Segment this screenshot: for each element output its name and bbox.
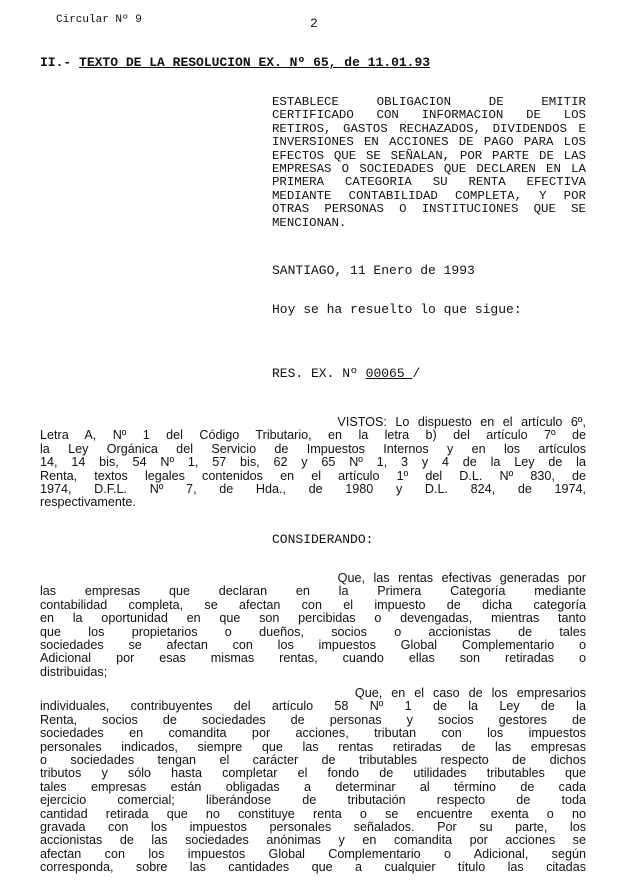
section-heading <box>40 55 430 70</box>
resolution-summary <box>272 96 586 230</box>
section-prefix: II.- <box>40 55 72 70</box>
paragraph-line: distribuidas; <box>40 664 108 679</box>
vistos-line: VISTOS: Lo dispuesto en el artículo 6º, <box>40 415 586 429</box>
summary-line: PRIMERA CATEGORIA SU RENTA EFECTIVA <box>272 175 586 190</box>
considering-paragraph-2 <box>40 687 586 875</box>
paragraph-line: individuales, contribuyentes del artículo 58 Nº 1 de la Ley de la <box>40 699 586 714</box>
considering-paragraph-1 <box>40 572 586 679</box>
summary-line: CERTIFICADO CON INFORMACION DE LOS <box>272 108 586 123</box>
paragraph-line: gravada con los impuestos personales señalados. Por su parte, los <box>40 820 586 835</box>
section-title: TEXTO DE LA RESOLUCION EX. Nº 65, de 11.01.93 <box>79 55 431 70</box>
paragraph-line: Adicional por esas mismas rentas, cuando ellas son retiradas o <box>40 651 586 666</box>
paragraph-line: tales empresas están obligadas a determinar al término de cada <box>40 779 586 794</box>
paragraph-line: sociedades se afectan con los impuestos Global Complementario o <box>40 638 586 653</box>
resolved-statement: Hoy se ha resuelto lo que sigue: <box>272 302 522 317</box>
paragraph-line: accionistas de las sociedades anónimas y en comandita por acciones se <box>40 833 586 848</box>
circular-label: Circular Nº 9 <box>56 14 142 26</box>
vistos-line: Renta, textos legales contenidos en el artículo 1º del D.L. Nº 830, de <box>40 468 586 483</box>
resolution-label: RES. EX. Nº <box>272 366 358 381</box>
paragraph-line: Que, las rentas efectivas generadas por <box>40 571 586 585</box>
paragraph-line: sociedades en comandita por acciones, tributan con los impuestos <box>40 726 586 741</box>
paragraph-line: que los propietarios o dueños, socios o accionistas de tales <box>40 624 586 639</box>
summary-line: EMPRESAS O SOCIEDADES QUE DECLAREN EN LA <box>272 162 586 177</box>
vistos-line: 1974, D.F.L. Nº 7, de Hda., de 1980 y D.L. 824, de 1974, <box>40 482 586 497</box>
resolution-number: 00065 <box>365 366 413 381</box>
considerando-heading: CONSIDERANDO: <box>272 532 374 547</box>
summary-line: MEDIANTE CONTABILIDAD COMPLETA, Y POR <box>272 188 586 203</box>
summary-line: INVERSIONES EN ACCIONES DE PAGO PARA LOS <box>272 135 586 150</box>
paragraph-line: afectan con los impuestos Global Complementario o Adicional, según <box>40 846 586 861</box>
paragraph-line: o sociedades tengan el carácter de tributables respecto de dichos <box>40 753 586 768</box>
summary-line: RETIROS, GASTOS RECHAZADOS, DIVIDENDOS E <box>272 121 586 136</box>
resolution-suffix: / <box>412 366 421 381</box>
paragraph-line: personales indicados, siempre que las rentas retiradas de las empresas <box>40 739 586 754</box>
paragraph-line: Renta, socios de sociedades de personas y socios gestores de <box>40 712 586 727</box>
summary-line: OTRAS PERSONAS O INSTITUCIONES QUE SE <box>272 202 586 217</box>
summary-line: ESTABLECE OBLIGACION DE EMITIR <box>272 95 586 109</box>
vistos-line: Letra A, Nº 1 del Código Tributario, en la letra b) del artículo 7º de <box>40 428 586 443</box>
vistos-paragraph <box>40 416 586 510</box>
vistos-line: respectivamente. <box>40 495 136 510</box>
paragraph-line: las empresas que declaran en la Primera Categoría mediante <box>40 584 586 599</box>
paragraph-line: en la oportunidad en que son percibidas o devengadas, mientras tanto <box>40 611 586 626</box>
vistos-line: 14, 14 bis, 54 Nº 1, 57 bis, 62 y 65 Nº 1, 3 y 4 de la Ley de la <box>40 455 586 470</box>
paragraph-line: cantidad retirada que no constituye renta o se encuentre exenta o no <box>40 806 586 821</box>
paragraph-line: ejercicio comercial; liberándose de tributación respecto de toda <box>40 793 586 808</box>
paragraph-line: contabilidad completa, se afectan con el impuesto de dicha categoría <box>40 597 586 612</box>
place-date: SANTIAGO, 11 Enero de 1993 <box>272 263 475 278</box>
paragraph-line: tributos y sólo hasta completar el fondo de utilidades tributables que <box>40 766 586 781</box>
summary-line: MENCIONAN. <box>272 215 347 230</box>
resolution-number-line <box>272 366 420 381</box>
paragraph-line: Que, en el caso de los empresarios <box>40 686 586 700</box>
page-number: 2 <box>310 16 318 31</box>
vistos-line: la Ley Orgánica del Servicio de Impuestos Internos y en los artículos <box>40 441 586 456</box>
summary-line: EFECTOS QUE SE SEÑALAN, POR PARTE DE LAS <box>272 148 586 163</box>
paragraph-line: corresponda, sobre las cantidades que a cualquier título las citadas <box>40 860 586 875</box>
